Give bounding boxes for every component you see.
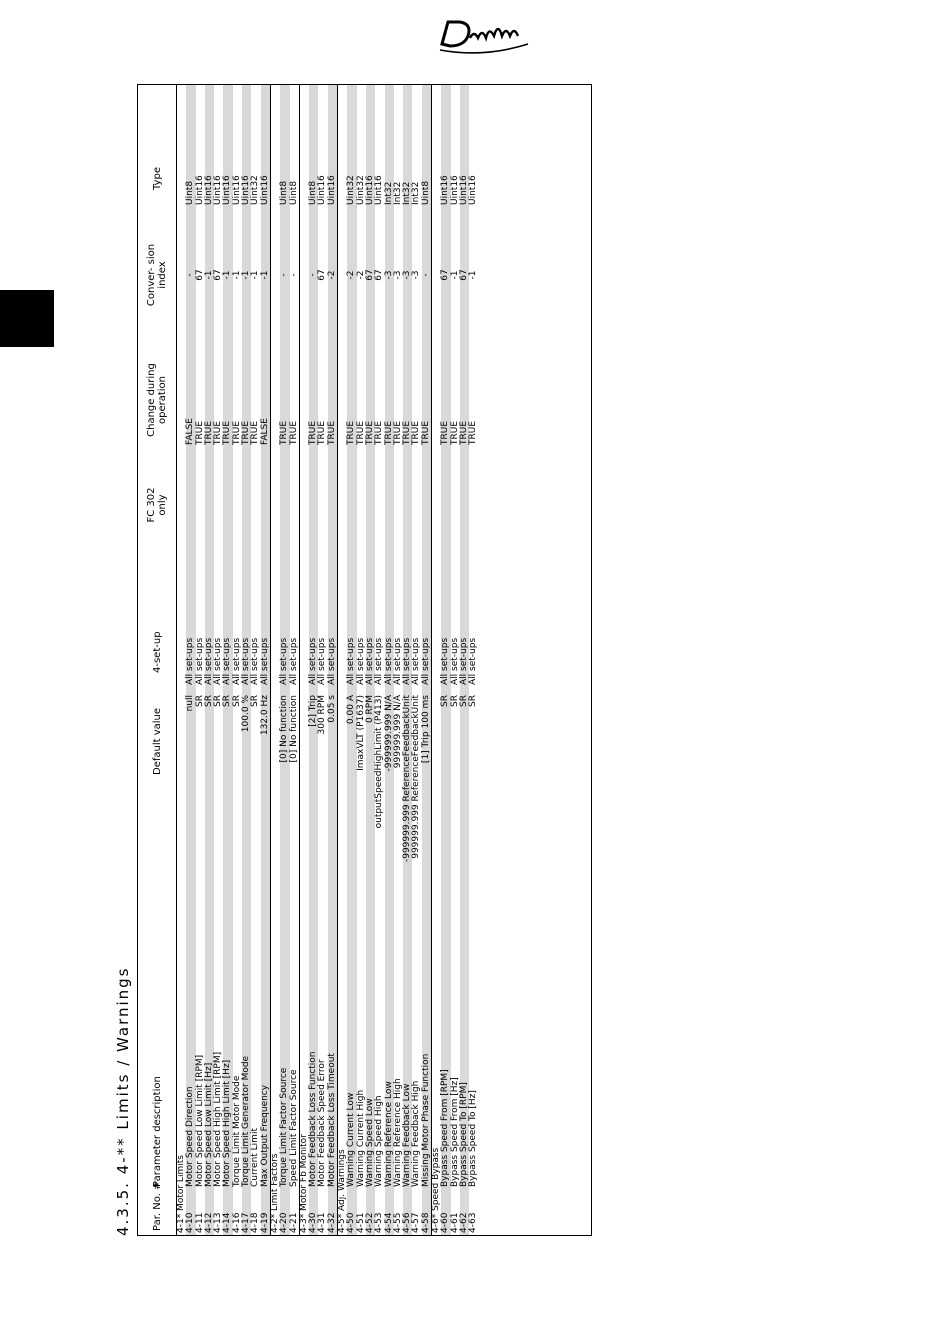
setup-cell: All set-ups	[458, 637, 469, 685]
conversion-cell: -2	[346, 270, 357, 280]
group-label: 4-6* Speed Bypass	[431, 1147, 442, 1233]
description-cell: Motor Feedback Loss Function	[308, 1051, 319, 1187]
setup-cell: All set-ups	[213, 637, 224, 685]
setup-cell: All set-ups	[392, 637, 403, 685]
conversion-cell: -3	[411, 270, 422, 280]
par-no-cell: 4-56	[402, 1212, 413, 1233]
setup-cell: All set-ups	[355, 637, 366, 685]
par-no-cell: 4-12	[203, 1212, 214, 1233]
par-no-cell: 4-14	[222, 1212, 233, 1233]
description-cell: Warning Reference Low	[383, 1081, 394, 1187]
default-cell: [0] No function	[279, 695, 290, 763]
description-cell: Max Output Frequency	[259, 1084, 270, 1187]
description-cell: Motor Speed Low Limit [RPM]	[194, 1054, 205, 1187]
change-cell: TRUE	[364, 420, 375, 445]
table-row	[261, 85, 270, 1235]
type-cell: Uint8	[420, 180, 431, 205]
col-default: Default value	[151, 707, 163, 775]
col-change: Change during operation	[146, 363, 168, 437]
conversion-cell: -1	[250, 270, 261, 280]
rotated-table-page	[114, 84, 592, 1236]
par-no-cell: 4-18	[250, 1212, 261, 1233]
par-no-cell: 4-54	[383, 1212, 394, 1233]
conversion-cell: -3	[402, 270, 413, 280]
description-cell: Motor Speed Direction	[185, 1086, 196, 1187]
par-no-cell: 4-32	[326, 1212, 337, 1233]
setup-cell: All set-ups	[259, 637, 270, 685]
change-cell: TRUE	[374, 420, 385, 445]
description-cell: Bypass Speed To [RPM]	[458, 1082, 469, 1187]
type-cell: Uint16	[458, 175, 469, 205]
change-cell: TRUE	[326, 420, 337, 445]
description-cell: Motor Feedback Speed Error	[317, 1059, 328, 1187]
default-cell: outputSpeedHighLimit (P413)	[374, 695, 385, 829]
setup-cell: All set-ups	[364, 637, 375, 685]
par-no-cell: 4-31	[317, 1212, 328, 1233]
par-no-cell: 4-10	[185, 1212, 196, 1233]
description-cell: Motor Feedback Loss Timeout	[326, 1053, 337, 1187]
conversion-cell: 67	[317, 269, 328, 281]
type-cell: Uint16	[194, 175, 205, 205]
setup-cell: All set-ups	[374, 637, 385, 685]
type-cell: Uint16	[468, 175, 479, 205]
description-cell: Warning Current Low	[346, 1092, 357, 1187]
change-cell: TRUE	[203, 420, 214, 445]
description-cell: Missing Motor Phase Function	[420, 1053, 431, 1187]
default-cell: SR	[203, 695, 214, 707]
setup-cell: All set-ups	[250, 637, 261, 685]
type-cell: Uint16	[222, 175, 233, 205]
group-label: 4-3* Motor Fb Monitor	[298, 1134, 309, 1233]
conversion-cell: -	[420, 273, 431, 277]
setup-cell: All set-ups	[231, 637, 242, 685]
description-cell: Torque Limit Generator Mode	[241, 1055, 252, 1187]
description-cell: Bypass Speed From [RPM]	[440, 1069, 451, 1187]
par-no-cell: 4-57	[411, 1212, 422, 1233]
type-cell: Uint16	[203, 175, 214, 205]
default-cell: 999999.999 N/A	[392, 695, 403, 769]
setup-cell: All set-ups	[383, 637, 394, 685]
change-cell: TRUE	[392, 420, 403, 445]
par-no-cell: 4-60	[440, 1212, 451, 1233]
table-row	[422, 85, 431, 1235]
par-no-cell: 4-58	[420, 1212, 431, 1233]
par-no-cell: 4-55	[392, 1212, 403, 1233]
type-cell: Int32	[402, 181, 413, 205]
conversion-cell: -2	[355, 270, 366, 280]
default-cell: 0.05 s	[326, 695, 337, 723]
change-cell: TRUE	[250, 420, 261, 445]
change-cell: FALSE	[259, 418, 270, 445]
col-fc302: FC 302 only	[146, 487, 168, 523]
par-no-cell: 4-53	[374, 1212, 385, 1233]
conversion-cell: 67	[458, 269, 469, 281]
default-cell: SR	[449, 695, 460, 707]
setup-cell: All set-ups	[402, 637, 413, 685]
description-cell: Torque Limit Motor Mode	[231, 1075, 242, 1187]
type-cell: Uint16	[213, 175, 224, 205]
change-cell: TRUE	[440, 420, 451, 445]
default-cell: [1] Trip 100 ms	[420, 695, 431, 764]
col-type: Type	[151, 167, 163, 190]
description-cell: Motor Speed High Limit [Hz]	[222, 1059, 233, 1187]
type-cell: Uint16	[374, 175, 385, 205]
setup-cell: All set-ups	[420, 637, 431, 685]
group-label: 4-2* Limit Factors	[269, 1153, 280, 1233]
type-cell: Int32	[411, 181, 422, 205]
default-cell: SR	[250, 695, 261, 707]
conversion-cell: -	[308, 273, 319, 277]
type-cell: Uint16	[317, 175, 328, 205]
par-no-cell: 4-50	[346, 1212, 357, 1233]
default-cell: SR	[231, 695, 242, 707]
conversion-cell: -1	[449, 270, 460, 280]
conversion-cell: -1	[231, 270, 242, 280]
type-cell: Uint32	[250, 175, 261, 205]
par-no-cell: 4-62	[458, 1212, 469, 1233]
default-cell: 100.0 %	[241, 695, 252, 733]
type-cell: Uint16	[440, 175, 451, 205]
change-cell: TRUE	[222, 420, 233, 445]
setup-cell: All set-ups	[194, 637, 205, 685]
par-no-cell: 4-51	[355, 1212, 366, 1233]
default-cell: 0.00 A	[346, 695, 357, 725]
par-no-cell: 4-21	[288, 1212, 299, 1233]
setup-cell: All set-ups	[288, 637, 299, 685]
default-cell: -999999.999 N/A	[383, 695, 394, 772]
table-row	[328, 85, 337, 1235]
col-description: Parameter description	[151, 1076, 163, 1187]
par-no-cell: 4-11	[194, 1212, 205, 1233]
change-cell: TRUE	[346, 420, 357, 445]
description-cell: Warning Feedback High	[411, 1080, 422, 1187]
par-no-cell: 4-20	[279, 1212, 290, 1233]
description-cell: Motor Speed Low Limit [Hz]	[203, 1062, 214, 1187]
conversion-cell: -3	[383, 270, 394, 280]
type-cell: Uint16	[241, 175, 252, 205]
setup-cell: All set-ups	[440, 637, 451, 685]
par-no-cell: 4-63	[468, 1212, 479, 1233]
conversion-cell: -	[185, 273, 196, 277]
type-cell: Uint32	[346, 175, 357, 205]
setup-cell: All set-ups	[185, 637, 196, 685]
type-cell: Uint16	[259, 175, 270, 205]
default-cell: 132.0 Hz	[259, 695, 270, 736]
conversion-cell: -1	[222, 270, 233, 280]
par-no-cell: 4-17	[241, 1212, 252, 1233]
type-cell: Uint8	[279, 180, 290, 205]
conversion-cell: -1	[241, 270, 252, 280]
description-cell: Warning Feedback Low	[402, 1083, 413, 1187]
type-cell: Uint16	[449, 175, 460, 205]
setup-cell: All set-ups	[241, 637, 252, 685]
conversion-cell: -	[288, 273, 299, 277]
setup-cell: All set-ups	[326, 637, 337, 685]
conversion-cell: 67	[374, 269, 385, 281]
table-row	[469, 85, 478, 1235]
setup-cell: All set-ups	[449, 637, 460, 685]
default-cell: 0 RPM	[364, 695, 375, 724]
default-cell: ImaxVLT (P1637)	[355, 695, 366, 771]
col-par-no: Par. No. #	[151, 1181, 163, 1231]
par-no-cell: 4-19	[259, 1212, 270, 1233]
change-cell: TRUE	[402, 420, 413, 445]
change-cell: TRUE	[449, 420, 460, 445]
type-cell: Int32	[392, 181, 403, 205]
change-cell: FALSE	[185, 418, 196, 445]
description-cell: Warning Current High	[355, 1089, 366, 1187]
setup-cell: All set-ups	[308, 637, 319, 685]
change-cell: TRUE	[317, 420, 328, 445]
setup-cell: All set-ups	[279, 637, 290, 685]
type-cell: Uint16	[231, 175, 242, 205]
default-cell: SR	[468, 695, 479, 707]
description-cell: Current Limit	[250, 1128, 261, 1187]
conversion-cell: -	[279, 273, 290, 277]
table-row	[290, 85, 299, 1235]
table-header	[138, 85, 176, 1235]
default-cell: 999999.999 ReferenceFeedbackUnit	[411, 695, 422, 859]
par-no-cell: 4-30	[308, 1212, 319, 1233]
change-cell: TRUE	[279, 420, 290, 445]
conversion-cell: 67	[213, 269, 224, 281]
par-no-cell: 4-16	[231, 1212, 242, 1233]
chapter-tab-marker	[0, 290, 54, 347]
group-label: 4-5* Adj. Warnings	[337, 1149, 348, 1233]
setup-cell: All set-ups	[317, 637, 328, 685]
col-conversion: Conver- sion index	[146, 243, 168, 307]
description-cell: Warning Speed Low	[364, 1098, 375, 1187]
change-cell: TRUE	[420, 420, 431, 445]
conversion-cell: -1	[468, 270, 479, 280]
type-cell: Uint16	[326, 175, 337, 205]
conversion-cell: -1	[259, 270, 270, 280]
conversion-cell: 67	[364, 269, 375, 281]
change-cell: TRUE	[355, 420, 366, 445]
change-cell: TRUE	[231, 420, 242, 445]
default-cell: SR	[458, 695, 469, 707]
change-cell: TRUE	[383, 420, 394, 445]
description-cell: Warning Speed High	[374, 1095, 385, 1187]
default-cell: SR	[194, 695, 205, 707]
conversion-cell: 67	[440, 269, 451, 281]
change-cell: TRUE	[458, 420, 469, 445]
default-cell: 300 RPM	[317, 695, 328, 735]
type-cell: Uint8	[185, 180, 196, 205]
change-cell: TRUE	[308, 420, 319, 445]
description-cell: Bypass Speed From [Hz]	[449, 1077, 460, 1187]
table-body	[176, 85, 479, 1235]
description-cell: Warning Reference High	[392, 1078, 403, 1187]
group-label: 4-1* Motor Limits	[176, 1155, 186, 1233]
default-cell: SR	[222, 695, 233, 707]
default-cell: [2] Trip	[308, 695, 319, 727]
par-no-cell: 4-61	[449, 1212, 460, 1233]
parameter-table	[137, 84, 592, 1236]
par-no-cell: 4-52	[364, 1212, 375, 1233]
conversion-cell: -2	[326, 270, 337, 280]
conversion-cell: -3	[392, 270, 403, 280]
change-cell: TRUE	[411, 420, 422, 445]
conversion-cell: 67	[194, 269, 205, 281]
change-cell: TRUE	[288, 420, 299, 445]
change-cell: TRUE	[468, 420, 479, 445]
type-cell: Uint8	[308, 180, 319, 205]
description-cell: Speed Limit Factor Source	[288, 1069, 299, 1187]
change-cell: TRUE	[213, 420, 224, 445]
type-cell: Int32	[383, 181, 394, 205]
description-cell: Torque Limit Factor Source	[279, 1067, 290, 1187]
col-setup: 4-set-up	[151, 631, 163, 673]
description-cell: Motor Speed High Limit [RPM]	[213, 1051, 224, 1187]
change-cell: TRUE	[194, 420, 205, 445]
setup-cell: All set-ups	[222, 637, 233, 685]
type-cell: Uint8	[288, 180, 299, 205]
setup-cell: All set-ups	[346, 637, 357, 685]
default-cell: null	[185, 695, 196, 712]
default-cell: [0] No function	[288, 695, 299, 763]
danfoss-logo	[438, 14, 530, 56]
type-cell: Uint32	[355, 175, 366, 205]
setup-cell: All set-ups	[468, 637, 479, 685]
type-cell: Uint16	[364, 175, 375, 205]
description-cell: Bypass Speed To [Hz]	[468, 1090, 479, 1187]
default-cell: SR	[213, 695, 224, 707]
setup-cell: All set-ups	[411, 637, 422, 685]
section-title: 4.3.5. 4-** Limits / Warnings	[114, 966, 132, 1236]
par-no-cell: 4-13	[213, 1212, 224, 1233]
default-cell: SR	[440, 695, 451, 707]
conversion-cell: -1	[203, 270, 214, 280]
default-cell: -999999.999 ReferenceFeedbackUnit	[402, 695, 413, 863]
setup-cell: All set-ups	[203, 637, 214, 685]
change-cell: TRUE	[241, 420, 252, 445]
